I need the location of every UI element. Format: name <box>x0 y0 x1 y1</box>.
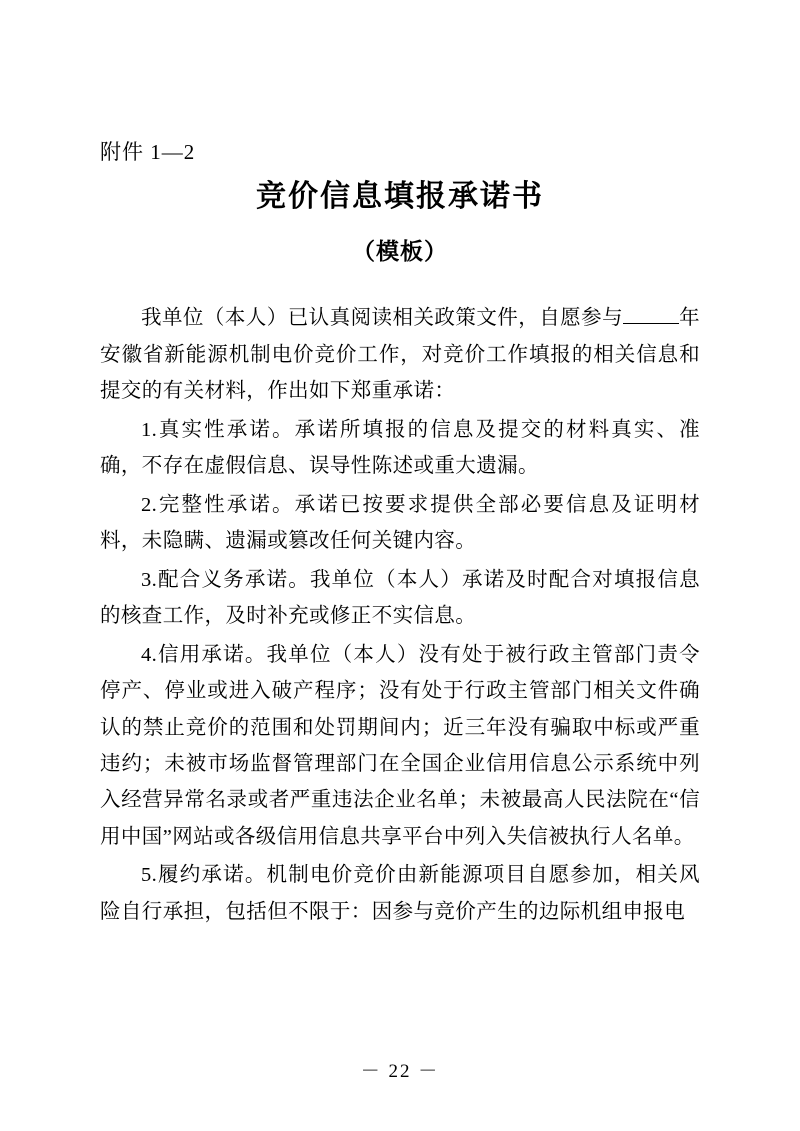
paragraph-item-5: 5.履约承诺。机制电价竞价由新能源项目自愿参加，相关风险自行承担，包括但不限于：因参与竞价产生的边际机组申报电 <box>100 864 700 923</box>
intro-text-after-blank: 年安徽省新能源机制电价竞价工作，对竞价工作填报的相关信息和提交的有关材料，作出如下郑重承诺： <box>100 307 700 403</box>
paragraph-item-1: 1.真实性承诺。承诺所填报的信息及提交的材料真实、准确，不存在虚假信息、误导性陈述或重大遗漏。 <box>100 418 700 478</box>
paragraph-item-3: 3.配合义务承诺。我单位（本人）承诺及时配合对填报信息的核查工作，及时补充或修正不实信息。 <box>100 568 700 628</box>
page-title: 竞价信息填报承诺书 <box>256 180 544 214</box>
document-body <box>100 300 700 930</box>
paragraph-item-2: 2.完整性承诺。承诺已按要求提供全部必要信息及证明材料，未隐瞒、遗漏或篡改任何关键内容。 <box>100 493 700 553</box>
year-blank-field[interactable] <box>623 323 679 324</box>
paragraph-intro <box>100 300 700 409</box>
document-subtitle: （模板） <box>352 238 448 265</box>
attachment-label: 附件 1—2 <box>100 140 196 164</box>
page-number: － 22 － <box>360 1061 440 1082</box>
intro-text-before-blank: 我单位（本人）已认真阅读相关政策文件，自愿参与 <box>141 307 624 330</box>
paragraph-item-4: 4.信用承诺。我单位（本人）没有处于被行政主管部门责令停产、停业或进入破产程序；没有处于行政主管部门相关文件确认的禁止竞价的范围和处罚期间内；近三年没有骗取中标或严重违约；未被市场监督管理部门在全国企业信用信息公示系统中列入经营异常名录或者严重违法企业名单；未被最高人民法院在“信用中国”网站或各级信用信息共享平台中列入失信被执行人名单。 <box>100 643 700 848</box>
